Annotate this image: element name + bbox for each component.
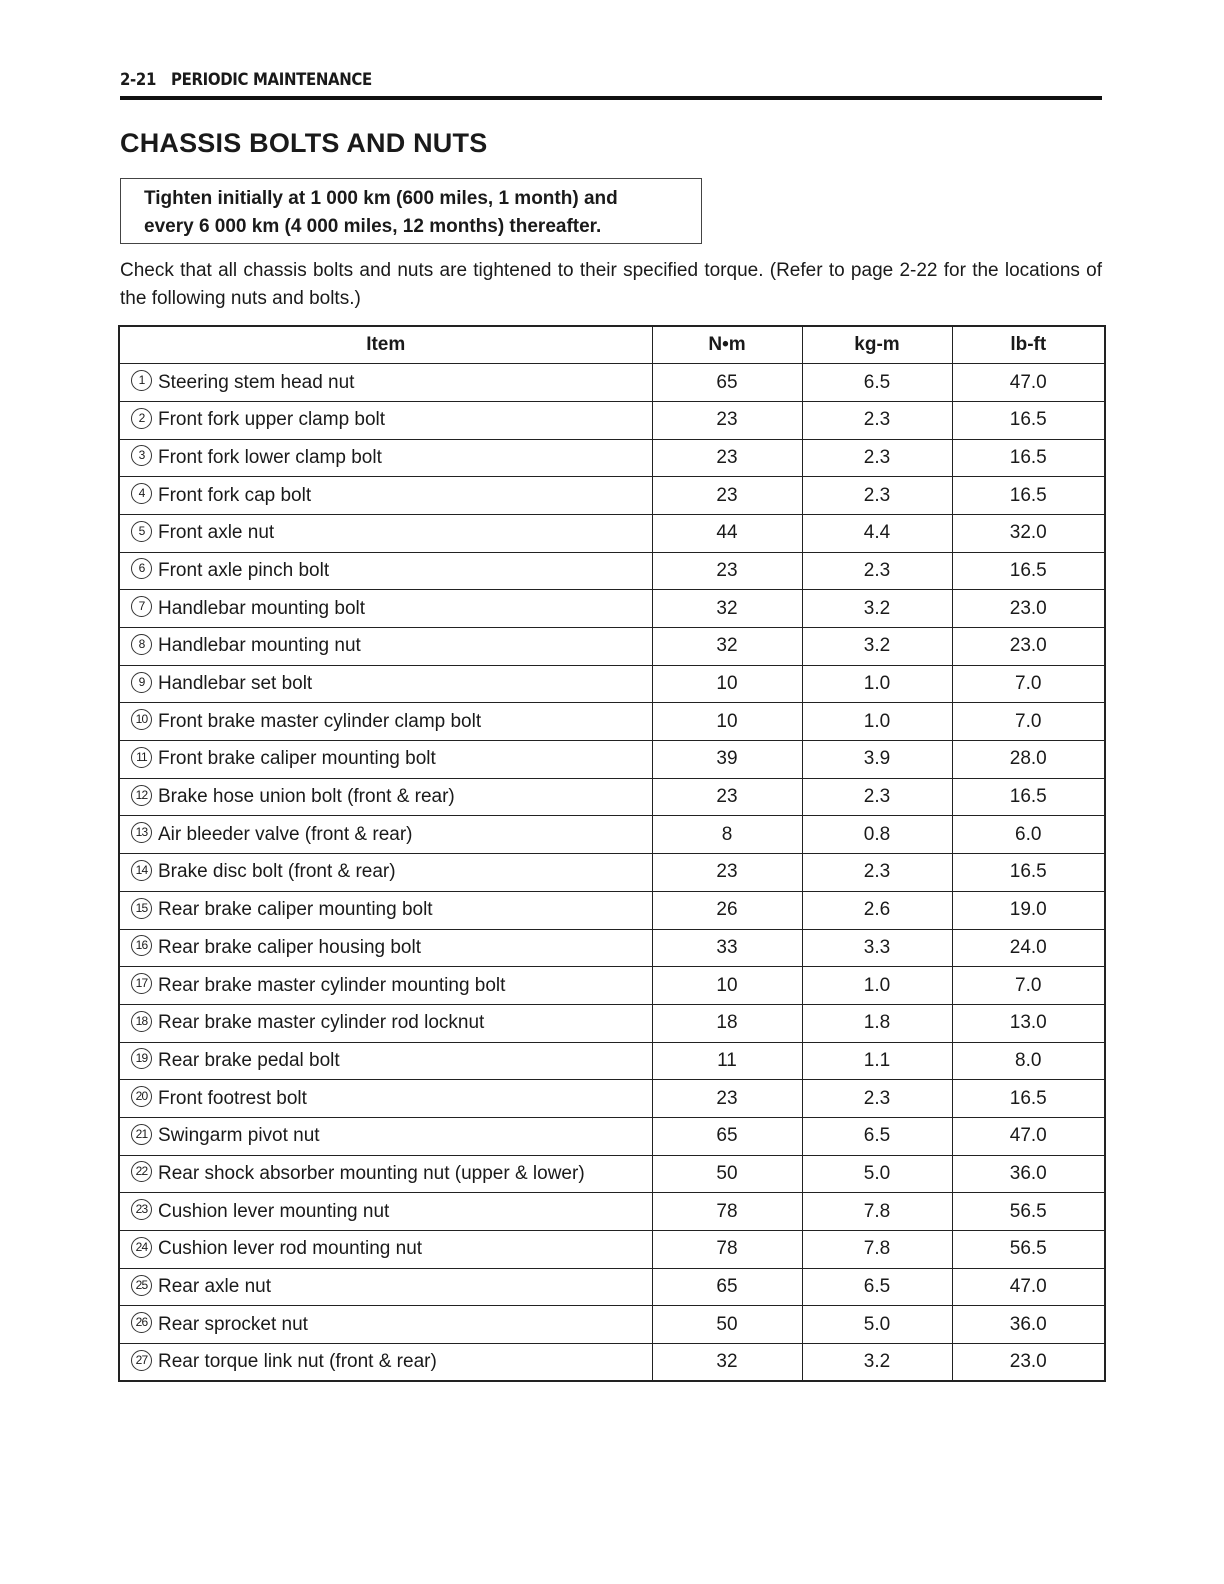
torque-kgm-cell: 3.2 xyxy=(802,628,952,666)
item-cell xyxy=(119,929,652,967)
notice-line-2: every 6 000 km (4 000 miles, 12 months) thereafter. xyxy=(144,216,602,237)
item-label: Handlebar mounting nut xyxy=(158,635,361,657)
torque-lbft-cell: 23.0 xyxy=(952,590,1105,628)
torque-kgm-cell: 5.0 xyxy=(802,1155,952,1193)
item-label: Rear brake master cylinder rod locknut xyxy=(158,1012,485,1034)
item-label: Handlebar set bolt xyxy=(158,673,313,695)
torque-nm-cell: 23 xyxy=(652,854,802,892)
item-number-badge: 9 xyxy=(131,672,152,693)
torque-lbft-cell: 16.5 xyxy=(952,854,1105,892)
item-number-badge: 24 xyxy=(131,1237,152,1258)
torque-lbft-cell: 56.5 xyxy=(952,1231,1105,1269)
torque-nm-cell: 78 xyxy=(652,1231,802,1269)
table-row xyxy=(119,364,1105,402)
item-number-badge: 7 xyxy=(131,596,152,617)
torque-nm-cell: 18 xyxy=(652,1004,802,1042)
torque-kgm-cell: 7.8 xyxy=(802,1193,952,1231)
torque-kgm-cell: 6.5 xyxy=(802,1268,952,1306)
item-cell xyxy=(119,514,652,552)
item-cell xyxy=(119,778,652,816)
table-row xyxy=(119,1231,1105,1269)
item-number-badge: 12 xyxy=(131,785,152,806)
torque-lbft-cell: 47.0 xyxy=(952,364,1105,402)
table-row xyxy=(119,477,1105,515)
torque-nm-cell: 65 xyxy=(652,364,802,402)
item-cell xyxy=(119,477,652,515)
notice-line-1: Tighten initially at 1 000 km (600 miles, 1 month) and xyxy=(144,188,618,209)
table-row xyxy=(119,929,1105,967)
section-title: PERIODIC MAINTENANCE xyxy=(170,70,372,90)
item-cell xyxy=(119,1344,652,1382)
torque-nm-cell: 50 xyxy=(652,1306,802,1344)
torque-lbft-cell: 23.0 xyxy=(952,1344,1105,1382)
item-cell xyxy=(119,401,652,439)
torque-kgm-cell: 1.8 xyxy=(802,1004,952,1042)
page-title: CHASSIS BOLTS AND NUTS xyxy=(120,128,488,158)
item-label: Front fork upper clamp bolt xyxy=(158,409,386,431)
item-number-badge: 17 xyxy=(131,973,152,994)
torque-kgm-cell: 2.3 xyxy=(802,552,952,590)
item-label: Brake hose union bolt (front & rear) xyxy=(158,786,455,808)
torque-lbft-cell: 32.0 xyxy=(952,514,1105,552)
item-cell xyxy=(119,1117,652,1155)
torque-nm-cell: 23 xyxy=(652,778,802,816)
item-label: Rear torque link nut (front & rear) xyxy=(158,1351,437,1373)
torque-lbft-cell: 24.0 xyxy=(952,929,1105,967)
torque-kgm-cell: 7.8 xyxy=(802,1231,952,1269)
table-row xyxy=(119,703,1105,741)
torque-lbft-cell: 7.0 xyxy=(952,665,1105,703)
item-label: Swingarm pivot nut xyxy=(158,1125,320,1147)
item-cell xyxy=(119,628,652,666)
table-row xyxy=(119,628,1105,666)
item-cell xyxy=(119,1193,652,1231)
table-row xyxy=(119,1306,1105,1344)
torque-kgm-cell: 6.5 xyxy=(802,364,952,402)
torque-kgm-cell: 5.0 xyxy=(802,1306,952,1344)
item-label: Rear brake caliper mounting bolt xyxy=(158,899,433,921)
item-number-badge: 5 xyxy=(131,521,152,542)
torque-lbft-cell: 16.5 xyxy=(952,1080,1105,1118)
torque-kgm-cell: 3.2 xyxy=(802,1344,952,1382)
item-label: Handlebar mounting bolt xyxy=(158,597,366,619)
torque-lbft-cell: 56.5 xyxy=(952,1193,1105,1231)
torque-kgm-cell: 1.0 xyxy=(802,665,952,703)
torque-kgm-cell: 2.3 xyxy=(802,401,952,439)
item-number-badge: 4 xyxy=(131,483,152,504)
item-cell xyxy=(119,703,652,741)
torque-lbft-cell: 47.0 xyxy=(952,1268,1105,1306)
torque-nm-cell: 32 xyxy=(652,1344,802,1382)
item-number-badge: 1 xyxy=(131,370,152,391)
item-number-badge: 20 xyxy=(131,1086,152,1107)
item-cell xyxy=(119,1004,652,1042)
item-number-badge: 2 xyxy=(131,408,152,429)
torque-lbft-cell: 16.5 xyxy=(952,778,1105,816)
torque-lbft-cell: 16.5 xyxy=(952,552,1105,590)
torque-nm-cell: 50 xyxy=(652,1155,802,1193)
item-label: Rear brake master cylinder mounting bolt xyxy=(158,974,506,996)
table-row xyxy=(119,816,1105,854)
torque-nm-cell: 11 xyxy=(652,1042,802,1080)
item-number-badge: 19 xyxy=(131,1048,152,1069)
item-number-badge: 18 xyxy=(131,1011,152,1032)
intro-paragraph: Check that all chassis bolts and nuts are tightened to their specified torque. (Refer to page 2-22 for the locations of the following nuts and bolts.) xyxy=(120,260,1102,309)
column-header-nm: N•m xyxy=(652,326,802,364)
table-row xyxy=(119,1042,1105,1080)
item-label: Front footrest bolt xyxy=(158,1087,307,1109)
table-row xyxy=(119,552,1105,590)
torque-nm-cell: 23 xyxy=(652,477,802,515)
item-number-badge: 25 xyxy=(131,1275,152,1296)
torque-nm-cell: 65 xyxy=(652,1117,802,1155)
table-row xyxy=(119,967,1105,1005)
item-cell xyxy=(119,1080,652,1118)
torque-nm-cell: 10 xyxy=(652,665,802,703)
torque-lbft-cell: 7.0 xyxy=(952,967,1105,1005)
torque-lbft-cell: 16.5 xyxy=(952,439,1105,477)
torque-table xyxy=(118,325,1106,1382)
torque-kgm-cell: 2.6 xyxy=(802,891,952,929)
item-label: Front axle pinch bolt xyxy=(158,559,330,581)
item-cell xyxy=(119,741,652,779)
item-number-badge: 8 xyxy=(131,634,152,655)
table-row xyxy=(119,401,1105,439)
item-number-badge: 14 xyxy=(131,860,152,881)
item-cell xyxy=(119,364,652,402)
torque-nm-cell: 23 xyxy=(652,439,802,477)
torque-kgm-cell: 6.5 xyxy=(802,1117,952,1155)
item-cell xyxy=(119,891,652,929)
item-label: Rear shock absorber mounting nut (upper & lower) xyxy=(158,1162,585,1184)
item-label: Front brake master cylinder clamp bolt xyxy=(158,710,482,732)
torque-nm-cell: 44 xyxy=(652,514,802,552)
item-number-badge: 3 xyxy=(131,445,152,466)
torque-nm-cell: 33 xyxy=(652,929,802,967)
item-cell xyxy=(119,1042,652,1080)
table-row xyxy=(119,590,1105,628)
item-label: Rear sprocket nut xyxy=(158,1313,308,1335)
item-cell xyxy=(119,590,652,628)
item-number-badge: 13 xyxy=(131,822,152,843)
table-row xyxy=(119,1117,1105,1155)
item-label: Brake disc bolt (front & rear) xyxy=(158,861,396,883)
item-cell xyxy=(119,1268,652,1306)
item-label: Rear brake pedal bolt xyxy=(158,1049,340,1071)
column-header-lbft: lb-ft xyxy=(952,326,1105,364)
maintenance-interval-notice xyxy=(120,178,702,244)
item-cell xyxy=(119,439,652,477)
column-header-item: Item xyxy=(119,326,652,364)
table-row xyxy=(119,514,1105,552)
torque-kgm-cell: 2.3 xyxy=(802,854,952,892)
item-label: Front fork lower clamp bolt xyxy=(158,446,382,468)
torque-nm-cell: 32 xyxy=(652,628,802,666)
item-number-badge: 27 xyxy=(131,1350,152,1371)
torque-nm-cell: 39 xyxy=(652,741,802,779)
item-label: Front fork cap bolt xyxy=(158,484,312,506)
item-number-badge: 26 xyxy=(131,1312,152,1333)
torque-kgm-cell: 3.2 xyxy=(802,590,952,628)
table-row xyxy=(119,1155,1105,1193)
torque-nm-cell: 23 xyxy=(652,1080,802,1118)
torque-nm-cell: 78 xyxy=(652,1193,802,1231)
item-label: Rear axle nut xyxy=(158,1276,272,1298)
item-label: Cushion lever rod mounting nut xyxy=(158,1238,423,1260)
table-row xyxy=(119,1080,1105,1118)
item-label: Rear brake caliper housing bolt xyxy=(158,936,421,958)
item-label: Cushion lever mounting nut xyxy=(158,1200,390,1222)
item-number-badge: 15 xyxy=(131,898,152,919)
torque-lbft-cell: 47.0 xyxy=(952,1117,1105,1155)
torque-lbft-cell: 13.0 xyxy=(952,1004,1105,1042)
torque-kgm-cell: 2.3 xyxy=(802,439,952,477)
item-number-badge: 21 xyxy=(131,1124,152,1145)
table-row xyxy=(119,1344,1105,1382)
item-cell xyxy=(119,1231,652,1269)
page-header xyxy=(120,70,1102,100)
table-row xyxy=(119,1193,1105,1231)
item-cell xyxy=(119,967,652,1005)
torque-lbft-cell: 36.0 xyxy=(952,1155,1105,1193)
torque-kgm-cell: 0.8 xyxy=(802,816,952,854)
table-row xyxy=(119,891,1105,929)
torque-lbft-cell: 19.0 xyxy=(952,891,1105,929)
torque-kgm-cell: 1.0 xyxy=(802,703,952,741)
item-label: Steering stem head nut xyxy=(158,371,355,393)
torque-kgm-cell: 3.3 xyxy=(802,929,952,967)
table-row xyxy=(119,439,1105,477)
torque-nm-cell: 26 xyxy=(652,891,802,929)
item-cell xyxy=(119,552,652,590)
torque-lbft-cell: 16.5 xyxy=(952,477,1105,515)
item-cell xyxy=(119,1306,652,1344)
torque-kgm-cell: 1.1 xyxy=(802,1042,952,1080)
item-cell xyxy=(119,816,652,854)
item-number-badge: 6 xyxy=(131,558,152,579)
torque-kgm-cell: 4.4 xyxy=(802,514,952,552)
torque-kgm-cell: 2.3 xyxy=(802,477,952,515)
page-number: 2-21 xyxy=(120,70,157,90)
torque-lbft-cell: 6.0 xyxy=(952,816,1105,854)
item-number-badge: 23 xyxy=(131,1199,152,1220)
torque-nm-cell: 10 xyxy=(652,703,802,741)
item-cell xyxy=(119,1155,652,1193)
torque-nm-cell: 23 xyxy=(652,401,802,439)
torque-kgm-cell: 1.0 xyxy=(802,967,952,1005)
table-body xyxy=(119,364,1105,1382)
item-number-badge: 11 xyxy=(131,747,152,768)
torque-lbft-cell: 28.0 xyxy=(952,741,1105,779)
item-number-badge: 22 xyxy=(131,1161,152,1182)
table-row xyxy=(119,665,1105,703)
item-label: Front axle nut xyxy=(158,522,275,544)
torque-lbft-cell: 7.0 xyxy=(952,703,1105,741)
torque-nm-cell: 65 xyxy=(652,1268,802,1306)
torque-lbft-cell: 36.0 xyxy=(952,1306,1105,1344)
torque-kgm-cell: 2.3 xyxy=(802,778,952,816)
table-row xyxy=(119,854,1105,892)
torque-nm-cell: 8 xyxy=(652,816,802,854)
table-row xyxy=(119,741,1105,779)
item-label: Front brake caliper mounting bolt xyxy=(158,748,436,770)
item-cell xyxy=(119,854,652,892)
item-number-badge: 10 xyxy=(131,709,152,730)
torque-nm-cell: 23 xyxy=(652,552,802,590)
column-header-kgm: kg-m xyxy=(802,326,952,364)
item-number-badge: 16 xyxy=(131,935,152,956)
torque-nm-cell: 10 xyxy=(652,967,802,1005)
torque-lbft-cell: 8.0 xyxy=(952,1042,1105,1080)
torque-kgm-cell: 2.3 xyxy=(802,1080,952,1118)
table-row xyxy=(119,1004,1105,1042)
table-row xyxy=(119,778,1105,816)
item-label: Air bleeder valve (front & rear) xyxy=(158,823,413,845)
torque-lbft-cell: 23.0 xyxy=(952,628,1105,666)
torque-lbft-cell: 16.5 xyxy=(952,401,1105,439)
table-header-row xyxy=(119,326,1105,364)
torque-nm-cell: 32 xyxy=(652,590,802,628)
table-row xyxy=(119,1268,1105,1306)
torque-kgm-cell: 3.9 xyxy=(802,741,952,779)
item-cell xyxy=(119,665,652,703)
